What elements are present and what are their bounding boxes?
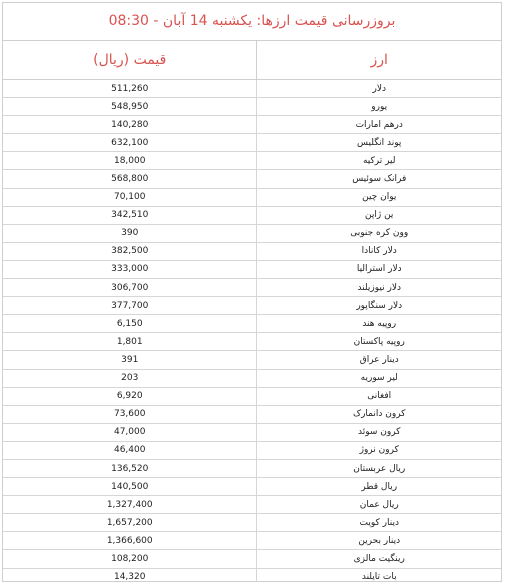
currency-price-cell xyxy=(3,550,257,568)
currency-name-cell: یورو xyxy=(257,98,501,116)
currency-price-value: 1,801 xyxy=(116,336,143,347)
currency-price-cell xyxy=(3,315,257,333)
currency-price-cell xyxy=(3,188,257,206)
currency-name-cell: کرون دانمارک xyxy=(257,405,501,423)
currency-name-cell: بات تایلند xyxy=(257,568,501,582)
table-row xyxy=(3,315,501,333)
currency-price-value: 14,320 xyxy=(113,572,146,582)
table-row xyxy=(3,134,501,152)
currency-price-cell xyxy=(3,116,257,134)
currency-price-value: 140,500 xyxy=(111,481,149,492)
currency-name-cell: دلار xyxy=(257,80,501,98)
table-row xyxy=(3,279,501,297)
currency-name-cell: دینار کویت xyxy=(257,514,501,532)
currency-name-cell: درهم امارات xyxy=(257,116,501,134)
currency-name-cell: لیر سوریه xyxy=(257,369,501,387)
currency-price-panel xyxy=(2,2,502,582)
currency-name-cell: ریال قطر xyxy=(257,478,501,496)
currency-name-cell: لیر ترکیه xyxy=(257,152,501,170)
currency-price-cell xyxy=(3,459,257,477)
table-row xyxy=(3,80,501,98)
table-header-row xyxy=(3,41,501,80)
currency-price-cell xyxy=(3,260,257,278)
currency-name-cell: دلار سنگاپور xyxy=(257,297,501,315)
table-row xyxy=(3,188,501,206)
currency-price-value: 140,280 xyxy=(111,119,149,130)
currency-name-cell: دینار بحرین xyxy=(257,532,501,550)
currency-name-cell: ریال عربستان xyxy=(257,459,501,477)
currency-price-value: 548,950 xyxy=(111,101,149,112)
table-row xyxy=(3,260,501,278)
currency-price-cell xyxy=(3,80,257,98)
currency-name-cell: یوان چین xyxy=(257,188,501,206)
currency-price-cell xyxy=(3,333,257,351)
currency-price-value: 306,700 xyxy=(111,282,149,293)
currency-name-cell: فرانک سوئیس xyxy=(257,170,501,188)
currency-price-cell xyxy=(3,279,257,297)
table-row xyxy=(3,568,501,582)
currency-price-value: 108,200 xyxy=(111,553,149,564)
currency-price-cell xyxy=(3,152,257,170)
currency-name-cell: کرون نروژ xyxy=(257,441,501,459)
table-row xyxy=(3,423,501,441)
table-row xyxy=(3,297,501,315)
table-row xyxy=(3,98,501,116)
currency-table xyxy=(3,41,501,582)
currency-price-cell xyxy=(3,224,257,242)
currency-price-value: 511,260 xyxy=(111,83,149,94)
table-row xyxy=(3,550,501,568)
currency-price-cell xyxy=(3,170,257,188)
currency-price-value: 342,510 xyxy=(111,210,149,221)
currency-price-value: 136,520 xyxy=(111,463,149,474)
currency-price-cell xyxy=(3,134,257,152)
table-row xyxy=(3,170,501,188)
table-row xyxy=(3,514,501,532)
currency-price-cell xyxy=(3,369,257,387)
update-title: بروزرسانی قیمت ارزها: یکشنبه 14 آبان - 08:30 xyxy=(3,3,501,41)
table-row xyxy=(3,242,501,260)
currency-name-cell: ین ژاپن xyxy=(257,206,501,224)
currency-price-cell xyxy=(3,514,257,532)
currency-name-cell: وون کره جنوبی xyxy=(257,224,501,242)
currency-name-cell: روپیه پاکستان xyxy=(257,333,501,351)
currency-price-value: 1,327,400 xyxy=(106,499,153,510)
currency-price-value: 390 xyxy=(121,228,139,239)
currency-price-value: 1,657,200 xyxy=(106,517,153,528)
currency-price-cell xyxy=(3,568,257,582)
currency-name-cell: پوند انگلیس xyxy=(257,134,501,152)
currency-name-cell: دلار استرالیا xyxy=(257,260,501,278)
currency-column-header: ارز xyxy=(257,41,501,80)
currency-name-cell: افغانی xyxy=(257,387,501,405)
currency-name-cell: دلار کانادا xyxy=(257,242,501,260)
currency-price-value: 46,400 xyxy=(113,445,146,456)
table-row xyxy=(3,333,501,351)
currency-price-value: 70,100 xyxy=(113,192,146,203)
currency-price-cell xyxy=(3,297,257,315)
currency-price-value: 391 xyxy=(121,354,139,365)
table-row xyxy=(3,496,501,514)
currency-name-cell: روپیه هند xyxy=(257,315,501,333)
currency-name-cell: دینار عراق xyxy=(257,351,501,369)
currency-price-cell xyxy=(3,206,257,224)
table-row xyxy=(3,405,501,423)
table-row xyxy=(3,116,501,134)
price-column-header: قیمت (ریال) xyxy=(3,41,257,80)
currency-price-cell xyxy=(3,98,257,116)
currency-price-cell xyxy=(3,387,257,405)
currency-price-value: 333,000 xyxy=(111,264,149,275)
currency-name-cell: ریال عمان xyxy=(257,496,501,514)
currency-price-cell xyxy=(3,496,257,514)
currency-name-cell: کرون سوئد xyxy=(257,423,501,441)
table-row xyxy=(3,459,501,477)
currency-name-cell: دلار نیوزیلند xyxy=(257,279,501,297)
table-row xyxy=(3,532,501,550)
currency-price-value: 18,000 xyxy=(113,155,146,166)
currency-price-cell xyxy=(3,478,257,496)
currency-price-cell xyxy=(3,351,257,369)
currency-price-value: 6,920 xyxy=(116,391,143,402)
table-row xyxy=(3,206,501,224)
table-row xyxy=(3,152,501,170)
table-row xyxy=(3,387,501,405)
currency-price-cell xyxy=(3,242,257,260)
table-row xyxy=(3,369,501,387)
currency-price-cell xyxy=(3,423,257,441)
currency-price-cell xyxy=(3,441,257,459)
currency-price-value: 568,800 xyxy=(111,174,149,185)
table-row xyxy=(3,478,501,496)
currency-price-value: 382,500 xyxy=(111,246,149,257)
table-row xyxy=(3,441,501,459)
currency-price-cell xyxy=(3,405,257,423)
table-body xyxy=(3,80,501,583)
currency-price-value: 73,600 xyxy=(113,409,146,420)
table-row xyxy=(3,224,501,242)
currency-price-value: 1,366,600 xyxy=(106,535,153,546)
currency-price-value: 6,150 xyxy=(116,318,143,329)
currency-price-value: 377,700 xyxy=(111,300,149,311)
currency-price-value: 203 xyxy=(121,373,139,384)
currency-price-cell xyxy=(3,532,257,550)
currency-price-value: 47,000 xyxy=(113,427,146,438)
table-row xyxy=(3,351,501,369)
currency-price-value: 632,100 xyxy=(111,137,149,148)
currency-name-cell: رینگیت مالزی xyxy=(257,550,501,568)
